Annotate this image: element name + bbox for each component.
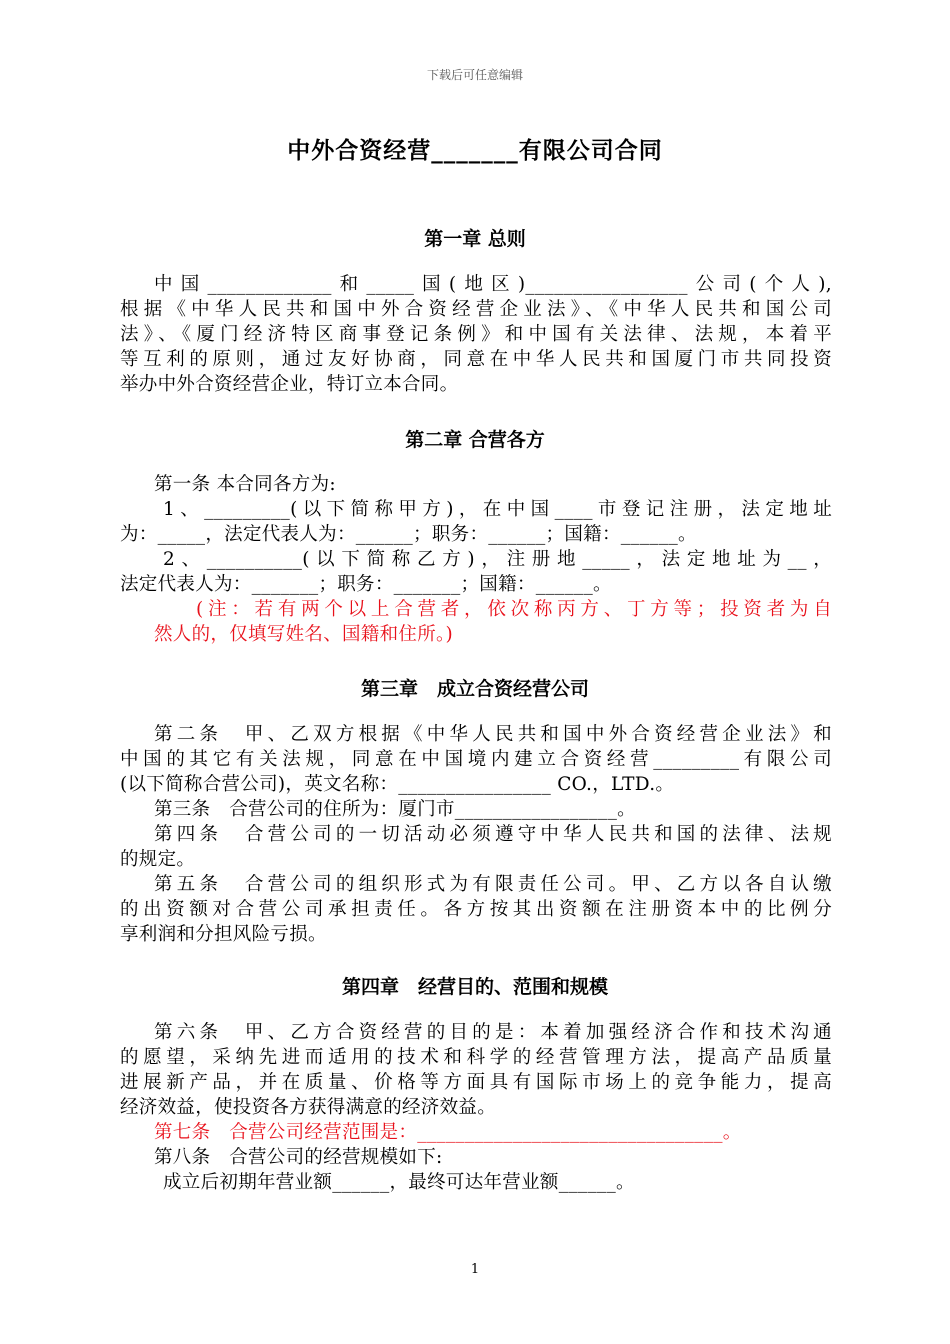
- article-6-line: 的愿望，采纳先进而适用的技术和科学的经营管理方法，提高产品质量: [120, 1047, 832, 1068]
- page-number: 1: [470, 1262, 480, 1277]
- party-a-line: 为：_____，法定代表人为：______；职务：______；国籍：______。: [120, 524, 697, 545]
- article-5-line: 第五条 合营公司的组织形式为有限责任公司。甲、乙方以各自认缴: [154, 874, 832, 895]
- article-4-line: 的规定。: [120, 849, 196, 870]
- party-b-line: 法定代表人为：_______；职务：_______；国籍：______。: [120, 574, 612, 595]
- party-a-line: 1、_________(以下简称甲方)，在中国____市登记注册，法定地址: [163, 499, 832, 520]
- article-8-line: 第八条 合营公司的经营规模如下:: [154, 1147, 443, 1168]
- note-line: 然人的，仅填写姓名、国籍和住所。): [154, 624, 454, 645]
- article-5-line: 的出资额对合营公司承担责任。各方按其出资额在注册资本中的比例分: [120, 899, 832, 920]
- paragraph-line: 中国_____________和_____国(地区)_________________公司(个人),: [154, 274, 832, 295]
- document-title: 中外合资经营_______有限公司合同: [287, 138, 663, 164]
- paragraph-line: 举办中外合资经营企业，特订立本合同。: [120, 374, 459, 395]
- chapter-4-heading: 第四章 经营目的、范围和规模: [341, 976, 608, 998]
- article-4-line: 第四条 合营公司的一切活动必须遵守中华人民共和国的法律、法规: [154, 824, 832, 845]
- article-6-line: 经济效益，使投资各方获得满意的经济效益。: [120, 1097, 497, 1118]
- article-6-line: 进展新产品，并在质量、价格等方面具有国际市场上的竞争能力，提高: [120, 1072, 832, 1093]
- paragraph-line: 根据《中华人民共和国中外合资经营企业法》、《中华人民共和国公司: [120, 299, 832, 320]
- article-5-line: 享利润和分担风险亏损。: [120, 924, 327, 945]
- note-line: (注：若有两个以上合营者，依次称丙方、丁方等；投资者为自: [196, 599, 832, 620]
- article-2-line: (以下简称合营公司)，英文名称：________________ CO.，LTD.。: [120, 774, 675, 795]
- article-6-line: 第六条 甲、乙方合资经营的目的是：本着加强经济合作和技术沟通: [154, 1022, 832, 1043]
- chapter-3-heading: 第三章 成立合资经营公司: [360, 678, 589, 700]
- chapter-1-heading: 第一章 总则: [424, 228, 526, 250]
- chapter-2-heading: 第二章 合营各方: [405, 429, 545, 451]
- article-2-line: 第二条 甲、乙双方根据《中华人民共和国中外合资经营企业法》和: [154, 724, 832, 745]
- header-note: 下载后可任意编辑: [426, 68, 523, 82]
- paragraph-line: 等互利的原则，通过友好协商，同意在中华人民共和国厦门市共同投资: [120, 349, 832, 370]
- party-b-line: 2、__________(以下简称乙方)，注册地_____，法定地址为__，: [163, 549, 832, 570]
- article-7-line: 第七条 合营公司经营范围是：________________________________。: [154, 1122, 742, 1143]
- article-2-line: 中国的其它有关法规，同意在中国境内建立合资经营_________有限公司: [120, 749, 832, 770]
- article-3-line: 第三条 合营公司的住所为：厦门市_________________。: [154, 799, 636, 820]
- article-8-line: 成立后初期年营业额______，最终可达年营业额______。: [163, 1172, 635, 1193]
- article-1-heading: 第一条 本合同各方为:: [154, 474, 336, 495]
- paragraph-line: 法》、《厦门经济特区商事登记条例》和中国有关法律、法规，本着平: [120, 324, 832, 345]
